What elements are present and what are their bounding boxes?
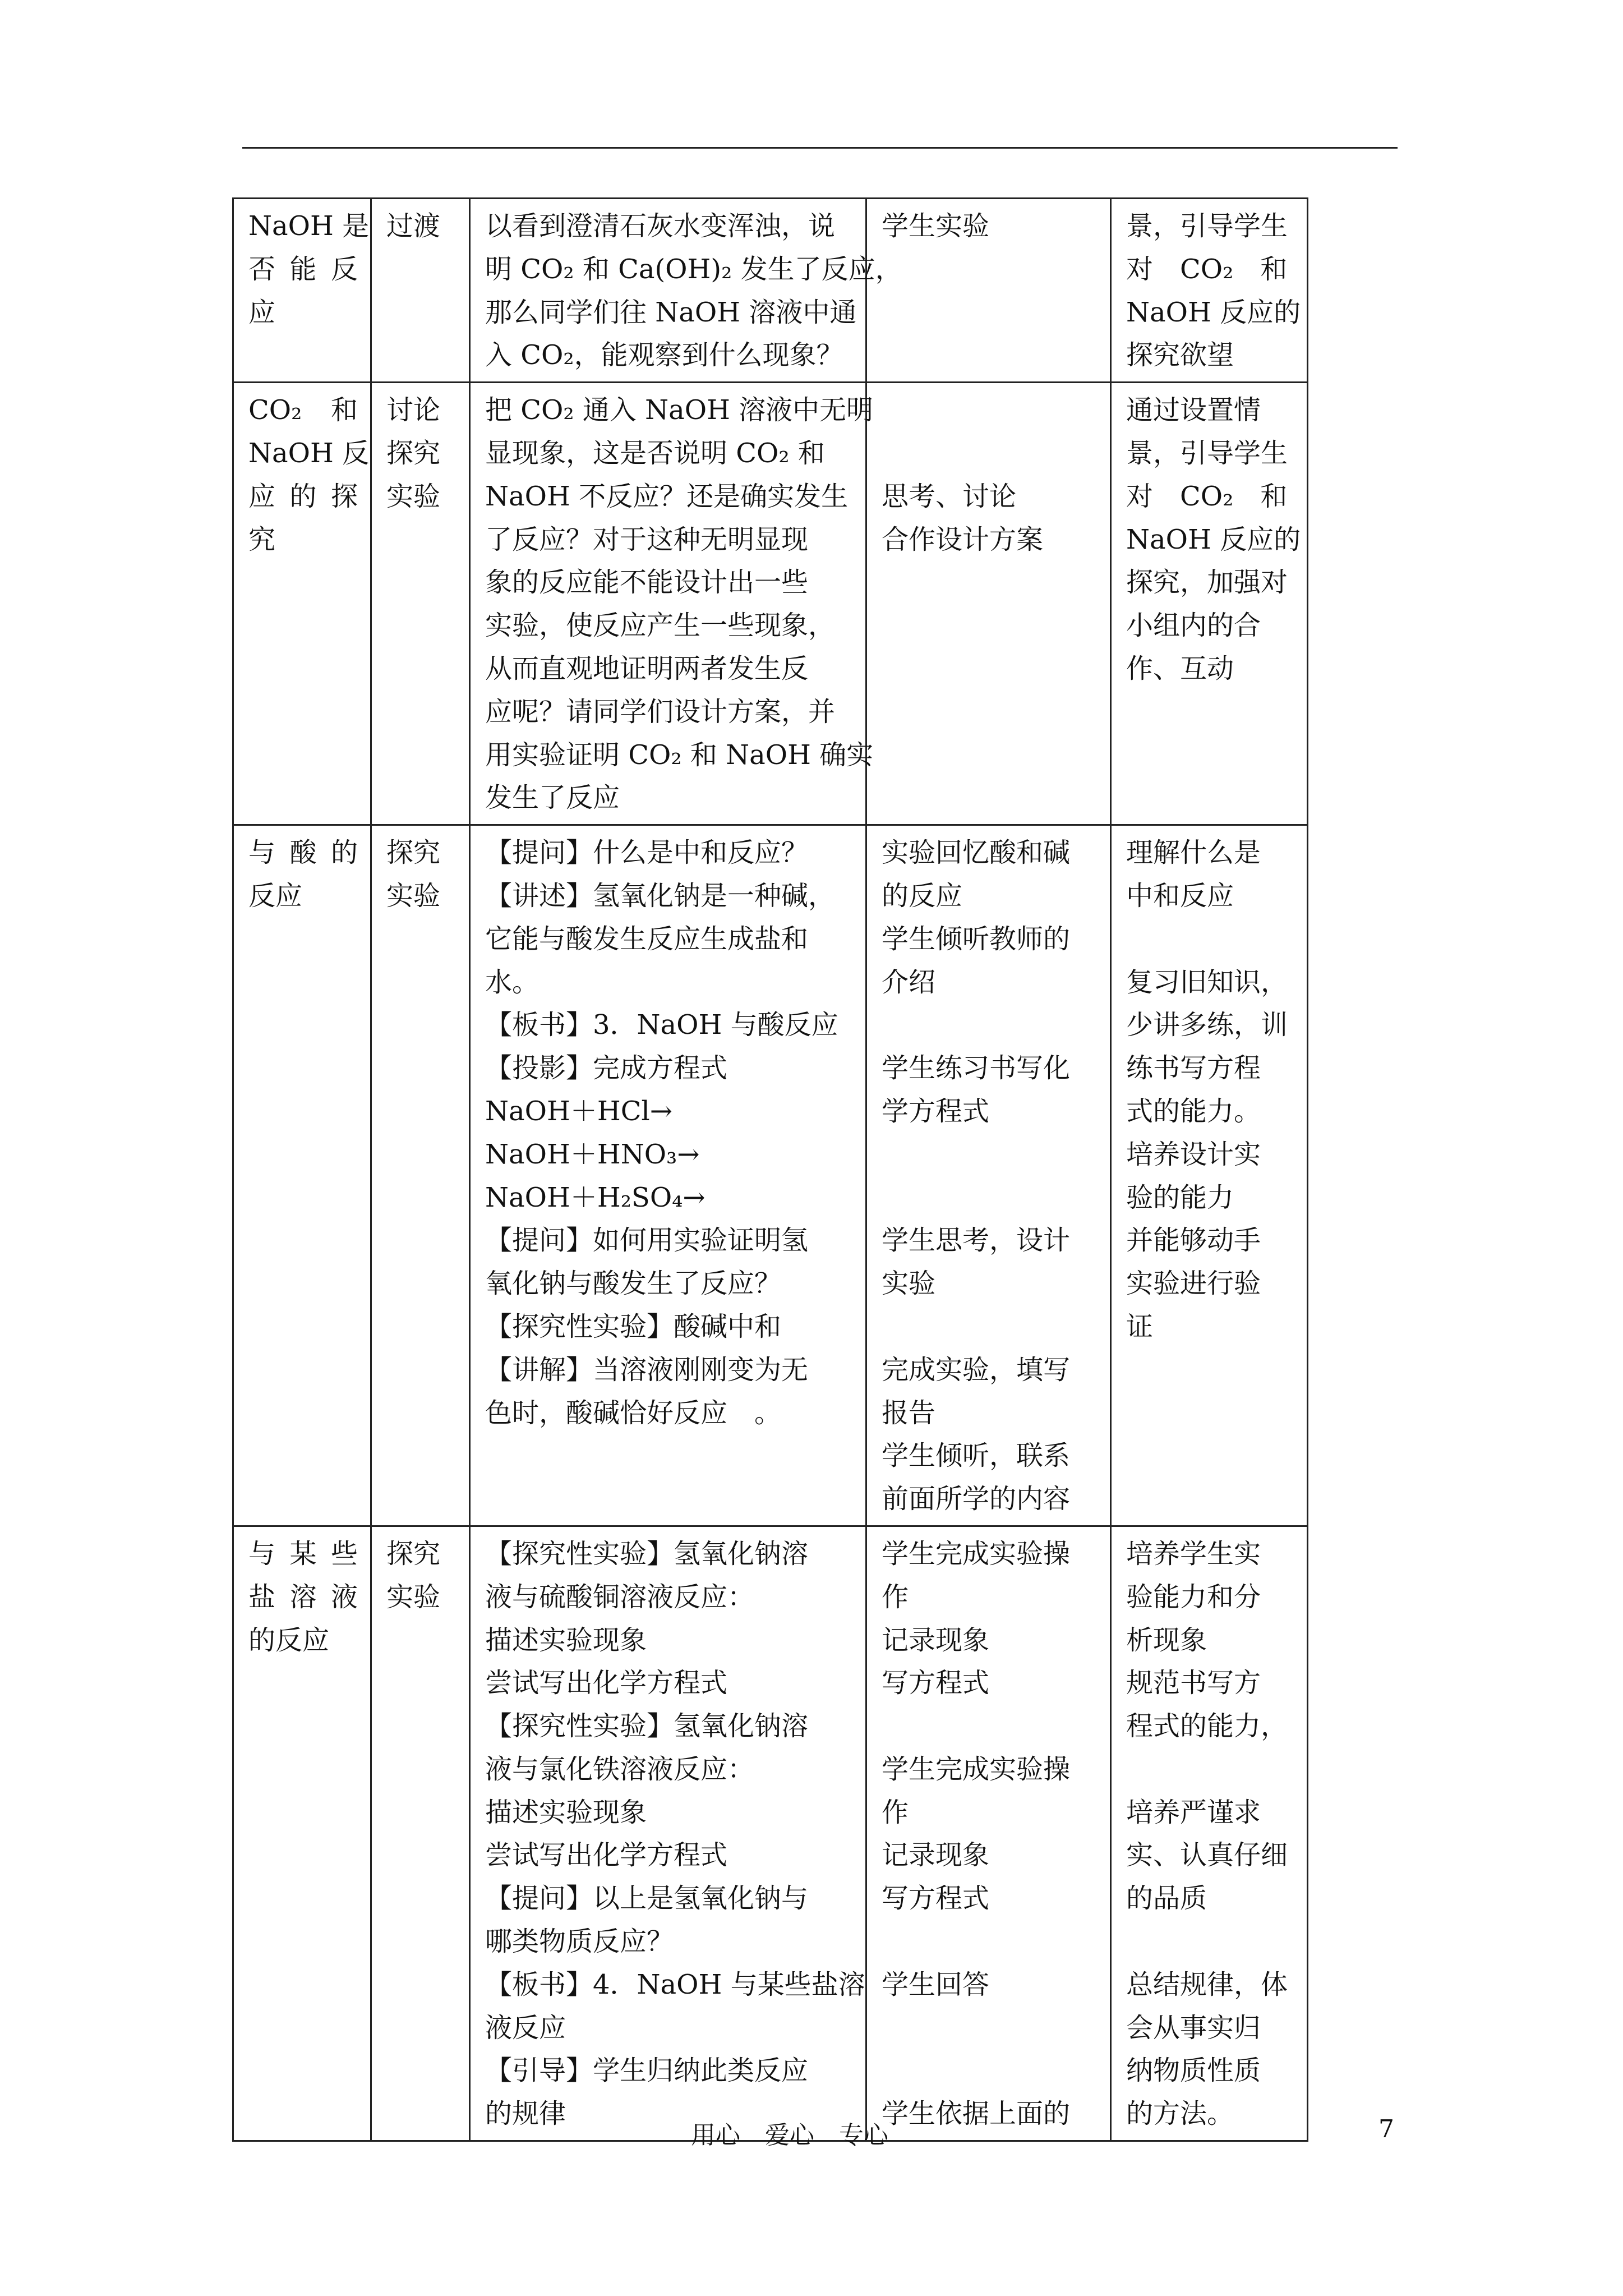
cell-line: NaOH＋HNO₃→ (485, 1138, 700, 1170)
blank-line (882, 1004, 1098, 1047)
cell-line: 描述实验现象 (485, 1624, 647, 1656)
cell-line: 实验 (386, 880, 441, 912)
cell-line: 【板书】4．NaOH 与某些盐溶 (485, 1968, 865, 2000)
cell-line: 水。 (485, 966, 540, 998)
blank-line (882, 2049, 1098, 2092)
cell-line: 学生倾听，联系 (882, 1440, 1071, 1472)
topic-cell (233, 383, 371, 825)
cell-line: 讨论 (386, 394, 441, 426)
cell-line: 对 CO₂ 和 (1126, 253, 1288, 285)
cell-line: 尝试写出化学方程式 (485, 1839, 728, 1871)
cell-line: 从而直观地证明两者发生反 (485, 652, 809, 684)
cell-line: 发生了反应 (485, 782, 620, 814)
cell-line: 液与硫酸铜溶液反应： (485, 1581, 755, 1613)
cell-line: 过渡 (386, 210, 441, 242)
cell-line: 的方法。 (1126, 2098, 1234, 2130)
cell-line: 培养学生实 (1126, 1538, 1261, 1570)
cell-line: 验能力和分 (1126, 1581, 1261, 1613)
cell-line: 培养严谨求 (1126, 1796, 1261, 1828)
cell-line: 实、认真仔细 (1126, 1839, 1288, 1871)
cell-line: 液反应 (485, 2012, 566, 2044)
cell-line: 作、互动 (1126, 652, 1234, 684)
cell-line: NaOH＋H₂SO₄→ (485, 1181, 706, 1213)
stage-cell (371, 199, 470, 383)
cell-line: 的规律 (485, 2098, 566, 2130)
cell-line: 色时，酸碱恰好反应 。 (485, 1397, 782, 1429)
cell-line: 入 CO₂，能观察到什么现象？ (485, 339, 843, 371)
table-row (233, 383, 1308, 825)
design-intent-cell (1111, 825, 1308, 1526)
cell-line: 象的反应能不能设计出一些 (485, 567, 809, 599)
blank-line (1126, 1920, 1294, 1963)
stage-cell (371, 1526, 470, 2141)
cell-line: 程式的能力， (1126, 1710, 1288, 1742)
cell-line: 的品质 (1126, 1883, 1207, 1915)
cell-line: 实验回忆酸和碱 (882, 837, 1071, 869)
cell-line: 总结规律，体 (1126, 1968, 1288, 2000)
cell-line: 探究 (386, 437, 441, 469)
lesson-plan-table (232, 197, 1308, 2142)
cell-line: 应呢？请同学们设计方案，并 (485, 696, 836, 728)
student-activity-cell (866, 383, 1111, 825)
cell-line: 思考、讨论 (882, 480, 1017, 512)
cell-line: 【探究性实验】氢氧化钠溶 (485, 1538, 809, 1570)
cell-line: 【提问】什么是中和反应？ (485, 837, 809, 869)
blank-line (882, 1133, 1098, 1176)
cell-line: 复习旧知识， (1126, 966, 1288, 998)
cell-line: 学生回答 (882, 1968, 990, 2000)
blank-line (882, 1705, 1098, 1748)
table-row (233, 1526, 1308, 2141)
cell-line: 【板书】3．NaOH 与酸反应 (485, 1009, 838, 1041)
cell-line: CO₂ 和 (248, 394, 358, 426)
blank-line (882, 432, 1098, 475)
cell-line: 析现象 (1126, 1624, 1207, 1656)
cell-line: 会从事实归 (1126, 2012, 1261, 2044)
cell-line: 探究 (386, 837, 441, 869)
cell-line: NaOH 反应的 (1126, 296, 1301, 328)
cell-line: 否 能 反 (248, 253, 358, 285)
cell-line: 理解什么是 (1126, 837, 1261, 869)
cell-line: 【讲解】当溶液刚刚变为无 (485, 1354, 809, 1386)
cell-line: 完成实验，填写 (882, 1354, 1071, 1386)
teacher-activity-cell (470, 1526, 866, 2141)
cell-line: 小组内的合 (1126, 610, 1261, 642)
cell-line: 练书写方程 (1126, 1052, 1261, 1084)
table-row (233, 199, 1308, 383)
blank-line (882, 389, 1098, 432)
header-rule (242, 147, 1398, 149)
cell-line: 反应 (248, 880, 303, 912)
cell-line: 学生练习书写化 (882, 1052, 1071, 1084)
table-row (233, 825, 1308, 1526)
blank-line (882, 1176, 1098, 1220)
blank-line (1126, 918, 1294, 961)
cell-line: 与 酸 的 (248, 837, 358, 869)
cell-line: 【提问】以上是氢氧化钠与 (485, 1883, 809, 1915)
footer-motto: 用心 爱心 专心 (691, 2121, 888, 2150)
cell-line: 式的能力。 (1126, 1095, 1261, 1127)
teacher-activity-cell (470, 825, 866, 1526)
cell-line: NaOH＋HCl→ (485, 1095, 672, 1127)
cell-line: NaOH 反应的 (1126, 523, 1301, 555)
blank-line (882, 2007, 1098, 2050)
cell-line: 【提问】如何用实验证明氢 (485, 1225, 809, 1257)
cell-line: 应 (248, 296, 276, 328)
cell-line: 把 CO₂ 通入 NaOH 溶液中无明 (485, 394, 874, 426)
cell-line: 景，引导学生 (1126, 437, 1288, 469)
cell-line: 【投影】完成方程式 (485, 1052, 728, 1084)
cell-line: 写方程式 (882, 1883, 990, 1915)
cell-line: 【引导】学生归纳此类反应 (485, 2055, 809, 2087)
cell-line: 规范书写方 (1126, 1667, 1261, 1699)
cell-line: 学生完成实验操 (882, 1753, 1071, 1785)
cell-line: 尝试写出化学方程式 (485, 1667, 728, 1699)
cell-line: 对 CO₂ 和 (1126, 480, 1288, 512)
student-activity-cell (866, 1526, 1111, 2141)
cell-line: 实验，使反应产生一些现象， (485, 610, 836, 642)
cell-line: NaOH 是 (248, 210, 370, 242)
cell-line: 的反应 (882, 880, 963, 912)
cell-line: 学方程式 (882, 1095, 990, 1127)
cell-line: NaOH 不反应？还是确实发生 (485, 480, 849, 512)
cell-line: 【探究性实验】氢氧化钠溶 (485, 1710, 809, 1742)
topic-cell (233, 825, 371, 1526)
teacher-activity-cell (470, 383, 874, 825)
cell-line: 纳物质性质 (1126, 2055, 1261, 2087)
cell-line: 学生依据上面的 (882, 2098, 1071, 2130)
cell-line: 记录现象 (882, 1624, 990, 1656)
cell-line: 并能够动手 (1126, 1225, 1261, 1257)
cell-line: 液与氯化铁溶液反应： (485, 1753, 755, 1785)
cell-line: 景，引导学生 (1126, 210, 1288, 242)
cell-line: 实验进行验 (1126, 1268, 1261, 1300)
cell-line: 的反应 (248, 1624, 330, 1656)
cell-line: NaOH 反 (248, 437, 370, 469)
page-number: 7 (1378, 2115, 1394, 2143)
cell-line: 学生思考，设计 (882, 1225, 1071, 1257)
cell-line: 探究 (386, 1538, 441, 1570)
cell-line: 探究欲望 (1126, 339, 1234, 371)
cell-line: 少讲多练，训 (1126, 1009, 1288, 1041)
cell-line: 中和反应 (1126, 880, 1234, 912)
cell-line: 通过设置情 (1126, 394, 1261, 426)
stage-cell (371, 383, 470, 825)
cell-line: 应 的 探 (248, 480, 358, 512)
cell-line: 它能与酸发生反应生成盐和 (485, 923, 809, 955)
blank-line (1126, 1748, 1294, 1791)
cell-line: 描述实验现象 (485, 1796, 647, 1828)
cell-line: 盐 溶 液 (248, 1581, 358, 1613)
cell-line: 介绍 (882, 966, 936, 998)
topic-cell (233, 199, 371, 383)
student-activity-cell (866, 825, 1111, 1526)
cell-line: 哪类物质反应？ (485, 1926, 674, 1958)
blank-line (882, 1305, 1098, 1349)
design-intent-cell (1111, 1526, 1308, 2141)
cell-line: 用实验证明 CO₂ 和 NaOH 确实 (485, 739, 874, 771)
stage-cell (371, 825, 470, 1526)
cell-line: 学生完成实验操 (882, 1538, 1071, 1570)
cell-line: 实验 (386, 480, 441, 512)
design-intent-cell (1111, 199, 1308, 383)
cell-line: 【讲述】氢氧化钠是一种碱， (485, 880, 836, 912)
cell-line: 证 (1126, 1310, 1154, 1342)
cell-line: 显现象，这是否说明 CO₂ 和 (485, 437, 825, 469)
cell-line: 实验 (882, 1268, 936, 1300)
cell-line: 【探究性实验】酸碱中和 (485, 1310, 782, 1342)
cell-line: 学生倾听教师的 (882, 923, 1071, 955)
cell-line: 究 (248, 523, 276, 555)
cell-line: 合作设计方案 (882, 523, 1044, 555)
cell-line: 作 (882, 1581, 909, 1613)
cell-line: 学生实验 (882, 210, 990, 242)
design-intent-cell (1111, 383, 1308, 825)
cell-line: 记录现象 (882, 1839, 990, 1871)
cell-line: 以看到澄清石灰水变浑浊，说 (485, 210, 836, 242)
cell-line: 实验 (386, 1581, 441, 1613)
cell-line: 培养设计实 (1126, 1138, 1261, 1170)
blank-line (882, 1920, 1098, 1963)
cell-line: 氧化钠与酸发生了反应？ (485, 1268, 782, 1300)
cell-line: 明 CO₂ 和 Ca(OH)₂ 发生了反应， (485, 253, 902, 285)
teacher-activity-cell (470, 199, 902, 383)
cell-line: 探究，加强对 (1126, 567, 1288, 599)
cell-line: 前面所学的内容 (882, 1483, 1071, 1515)
cell-line: 验的能力 (1126, 1181, 1234, 1213)
cell-line: 那么同学们往 NaOH 溶液中通 (485, 296, 857, 328)
student-activity-cell (866, 199, 1111, 383)
cell-line: 了反应？对于这种无明显现 (485, 523, 809, 555)
cell-line: 作 (882, 1796, 909, 1828)
topic-cell (233, 1526, 371, 2141)
cell-line: 报告 (882, 1397, 936, 1429)
cell-line: 与 某 些 (248, 1538, 358, 1570)
cell-line: 写方程式 (882, 1667, 990, 1699)
